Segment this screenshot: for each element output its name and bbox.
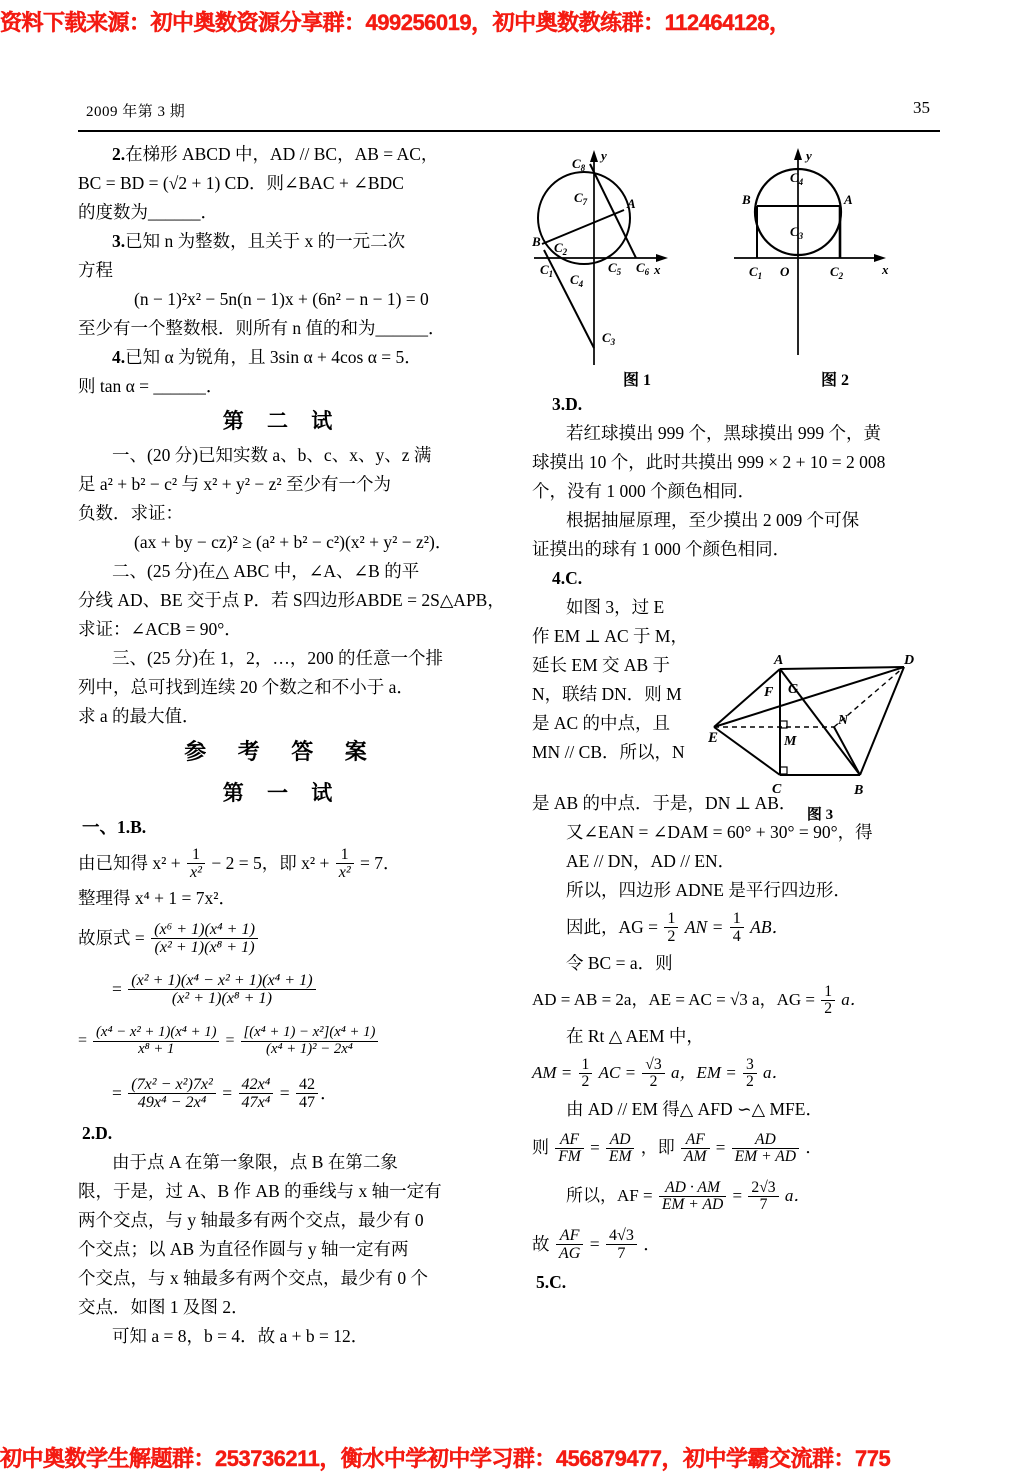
answer-1-line-4: = $\frac{\text{(x² + 1)(x⁴ − x² + 1)(x⁴ + 1)}}{\text{(x² + 1)(x⁸ + 1)}}$ bbox=[78, 963, 486, 1015]
ag-mid: AN = bbox=[684, 917, 724, 937]
section-2-line-2: 分线 AD、BE 交于点 P．若 S四边形ABDE = 2S△APB， bbox=[78, 590, 505, 610]
fraction-6: $\frac{\text{[(x⁴ + 1) − x²](x⁴ + 1)}}{\text{(x⁴ + 1)² − 2x⁴}}$ bbox=[241, 1025, 379, 1057]
fraction-9: $\frac{42}{47}$ bbox=[296, 1076, 318, 1111]
answer-4-rt-line: 在 Rt △ AEM 中， bbox=[566, 1026, 704, 1046]
figure-3 bbox=[708, 649, 932, 824]
figure-3-label-g: G bbox=[788, 682, 799, 697]
section-3-line-1 bbox=[78, 644, 486, 673]
section-3-text-1: 在 1，2，…，200 的任意一个排 bbox=[198, 648, 444, 668]
af-post: a． bbox=[784, 1186, 811, 1205]
figure-1-axis-x: x bbox=[654, 262, 661, 277]
answer-4-wrap-line-2: 作 EM ⊥ AC 于 M， bbox=[532, 626, 688, 646]
ad-pre: AD = AB = 2a，AE = AC = √3 a，AG = bbox=[532, 990, 815, 1009]
figure-1 bbox=[532, 140, 742, 390]
figure-1-label-b: B bbox=[532, 234, 541, 249]
figure-1-caption: 图 1 bbox=[622, 372, 651, 389]
answer-1-label: 一、1.B. bbox=[82, 817, 147, 837]
figure-1-label-c2: $C_2$ bbox=[554, 240, 568, 257]
figure-2-svg bbox=[730, 140, 940, 365]
figure-1-label-c7: $C_7$ bbox=[574, 190, 588, 207]
answer-2-line-4: 个交点；以 AB 为直径作圆与 y 轴一定有两 bbox=[78, 1239, 409, 1259]
fraction-ad: $\frac{1}{2}$ bbox=[821, 984, 835, 1018]
answer-2-line-7: 可知 a = 8，b = 4．故 a + b = 12． bbox=[112, 1326, 369, 1346]
heading-test-one: 第 一 试 bbox=[222, 781, 342, 805]
fraction-r4: $\frac{AD}{EM + AD}$ bbox=[732, 1132, 799, 1166]
section-1-label: 一、(20 分) bbox=[112, 445, 199, 465]
figure-1-label-c8: $C_8$ bbox=[572, 156, 586, 173]
figure-3-label-a: A bbox=[774, 653, 784, 668]
figure-2-label-c2: $C_2$ bbox=[830, 264, 844, 281]
answer-4-ratio-line: 则 $\frac{AF}{FM}$ = $\frac{AD}{EM}$ ，即 $\frac{AF}{AM}$ = $\frac{AD}{EM + AD}$ ． bbox=[532, 1130, 823, 1166]
answer-4-label: 4.C. bbox=[552, 568, 583, 588]
answer-4-line-3: AE // DN，AD // EN． bbox=[566, 851, 736, 871]
fraction-af-1: $\frac{AD \cdot AM}{EM + AD}$ bbox=[659, 1180, 726, 1214]
answer-1-text-mid: − 2 = 5，即 x² + bbox=[211, 853, 330, 873]
figure-1-label-c1: $C_1$ bbox=[540, 262, 554, 279]
fraction-1: $\frac{1}{\text{x²}}$ bbox=[187, 846, 205, 881]
fraction-ag-2: $\frac{1}{4}$ bbox=[730, 910, 744, 945]
fraction-ag-1: $\frac{1}{2}$ bbox=[664, 910, 678, 945]
fraction-4: $\frac{\text{(x² + 1)(x⁴ − x² + 1)(x⁴ + 1)}}{\text{(x² + 1)(x⁸ + 1)}}$ bbox=[128, 972, 315, 1007]
problem-3-line-2: 方程 bbox=[78, 260, 113, 280]
figure-3-label-e: E bbox=[708, 730, 719, 746]
problem-2-line-2: BC = BD = (√2 + 1) CD．则∠BAC + ∠BDC bbox=[78, 173, 404, 193]
answer-4-am-line bbox=[532, 1051, 940, 1095]
figure-3-caption: 图 3 bbox=[806, 807, 834, 823]
problem-4-line-2: 则 tan α = ______． bbox=[78, 376, 224, 396]
ratio-pre: 则 bbox=[532, 1138, 549, 1157]
answer-3-line-3: 个，没有 1 000 个颜色相同． bbox=[532, 481, 756, 501]
answer-4-wrap-line-3: 延长 EM 交 AB 于 bbox=[532, 655, 671, 675]
figure-3-label-b: B bbox=[854, 783, 864, 798]
figure-1-axis-y: y bbox=[601, 148, 607, 163]
promo-banner-top: 资料下载来源：初中奥数资源分享群：499256019，初中奥数教练群：112464128， bbox=[0, 10, 791, 35]
answer-4-wrapped-text bbox=[532, 593, 708, 767]
figure-3-label-d: D bbox=[904, 653, 915, 668]
answer-2-line-6: 交点．如图 1 及图 2． bbox=[78, 1297, 249, 1317]
answer-1-formula-intro: 故原式 = bbox=[78, 928, 145, 948]
answer-3-line-4: 根据抽屉原理，至少摸出 2 009 个可保 bbox=[566, 510, 860, 530]
answer-4-wrap-line-4: N，联结 DN．则 M bbox=[532, 684, 682, 704]
fraction-5: $\frac{\text{(x⁴ − x² + 1)(x⁴ + 1)}}{\text{x⁸ + 1}}$ bbox=[93, 1025, 219, 1057]
answer-1-line-6: = $\frac{\text{(7x² − x²)7x²}}{\text{49x⁴ − 2x⁴}}$ = $\frac{\text{42x⁴}}{\text{47x⁴}}$ = $\frac{42}{47}$ ． bbox=[112, 1076, 338, 1112]
answer-4-ag-line bbox=[532, 905, 940, 949]
figure-2-label-b: B bbox=[742, 192, 751, 207]
section-1-text-1: 已知实数 a、b、c、x、y、z 满 bbox=[198, 445, 432, 465]
ratio-mid: ，即 bbox=[640, 1138, 675, 1157]
answer-4-sim-line: 由 AD // EM 得△ AFD ∽△ MFE． bbox=[566, 1099, 823, 1119]
fraction-7: $\frac{\text{(7x² − x²)7x²}}{\text{49x⁴ − 2x⁴}}$ bbox=[128, 1076, 216, 1111]
section-2-line-1 bbox=[78, 557, 486, 586]
answer-3-line-1: 若红球摸出 999 个，黑球摸出 999 个，黄 bbox=[566, 423, 881, 443]
figure-3-svg bbox=[708, 649, 932, 801]
page-content bbox=[78, 100, 940, 1420]
figure-2-label-c3: $C_3$ bbox=[790, 224, 804, 241]
answer-4-line-2: 又∠EAN = ∠DAM = 60° + 30° = 90°，得 bbox=[566, 822, 873, 842]
figure-1-label-c3: $C_3$ bbox=[602, 330, 616, 347]
answer-1-line-3 bbox=[78, 913, 486, 963]
problem-2-line-1 bbox=[78, 140, 486, 169]
answer-1-line-2: 整理得 x⁴ + 1 = 7x²． bbox=[78, 888, 236, 908]
figure-2-label-c1: $C_1$ bbox=[749, 264, 763, 281]
heading-test-two: 第 二 试 bbox=[222, 409, 342, 433]
problem-4-label: 4. bbox=[112, 347, 126, 367]
answer-4-wrap-line-1: 如图 3，过 E bbox=[566, 597, 665, 617]
fraction-2: $\frac{1}{\text{x²}}$ bbox=[336, 846, 354, 881]
page-number: 35 bbox=[913, 98, 930, 117]
am-post: a． bbox=[763, 1063, 789, 1082]
final-post: ． bbox=[643, 1234, 661, 1254]
figure-2-label-o: O bbox=[780, 264, 790, 279]
ad-post: a． bbox=[841, 990, 867, 1009]
am-pre: AM = bbox=[532, 1063, 573, 1082]
answer-3-line-2: 球摸出 10 个，此时共摸出 999 × 2 + 10 = 2 008 bbox=[532, 452, 886, 472]
fraction-am-2: $\frac{√3}{2}$ bbox=[642, 1057, 664, 1091]
answer-3-line-5: 证摸出的球有 1 000 个颜色相同． bbox=[532, 539, 791, 559]
issue-label: 2009 年第 3 期 bbox=[86, 104, 186, 120]
problem-3-label: 3. bbox=[112, 231, 126, 251]
answer-4-af-line: 所以，AF = $\frac{AD \cdot AM}{EM + AD}$ = $\frac{2√3}{7}$ a． bbox=[566, 1178, 811, 1214]
problem-4-text-1: 已知 α 为锐角，且 3sin α + 4cos α = 5． bbox=[125, 347, 422, 367]
answer-3-label: 3.D. bbox=[552, 394, 583, 414]
answer-1-text-post: = 7． bbox=[360, 853, 401, 873]
answer-5-label: 5.C. bbox=[536, 1272, 567, 1292]
figure-3-label-f: F bbox=[764, 685, 774, 700]
figure-3-label-m: M bbox=[784, 734, 797, 749]
figure-2 bbox=[730, 140, 940, 390]
problem-2-text-1: 在梯形 ABCD 中，AD // BC，AB = AC， bbox=[125, 144, 439, 164]
figure-1-label-c6: $C_6$ bbox=[636, 260, 650, 277]
answer-2-label: 2.D. bbox=[82, 1123, 113, 1143]
answer-2-line-3: 两个交点，与 y 轴最多有两个交点，最少有 0 bbox=[78, 1210, 424, 1230]
answer-2-line-2: 限，于是，过 A、B 作 AB 的垂线与 x 轴一定有 bbox=[78, 1181, 442, 1201]
fraction-r3: $\frac{AF}{AM}$ bbox=[681, 1132, 710, 1166]
section-1-formula: (ax + by − cz)² ≥ (a² + b² − c²)(x² + y² − z²)． bbox=[134, 532, 453, 552]
figure-2-label-c4: $C_4$ bbox=[790, 170, 804, 187]
figures-row bbox=[532, 140, 940, 390]
problem-3-line-1 bbox=[78, 227, 486, 256]
answer-4-final-line: 故 $\frac{AF}{AG}$ = $\frac{4√3}{7}$ ． bbox=[532, 1227, 661, 1263]
section-1-line-3: 负数．求证： bbox=[78, 503, 183, 523]
fraction-am-1: $\frac{1}{2}$ bbox=[579, 1057, 593, 1091]
answer-4-bc-line: 令 BC = a．则 bbox=[566, 953, 673, 973]
problem-3-equation: (n − 1)²x² − 5n(n − 1)x + (6n² − n − 1) = 0 bbox=[134, 289, 429, 309]
fraction-r2: $\frac{AD}{EM}$ bbox=[606, 1132, 635, 1166]
figure-1-svg bbox=[532, 140, 742, 365]
answer-1-text-pre: 由已知得 x² + bbox=[78, 853, 181, 873]
section-3-label: 三、(25 分) bbox=[112, 648, 199, 668]
am-mid-2: a，EM = bbox=[670, 1063, 737, 1082]
fraction-final-2: $\frac{4√3}{7}$ bbox=[606, 1227, 637, 1262]
answer-2-line-1: 由于点 A 在第一象限，点 B 在第二象 bbox=[112, 1152, 398, 1172]
answer-4-line-1: 是 AB 的中点．于是，DN ⊥ AB． bbox=[532, 793, 797, 813]
promo-banner-bottom: 初中奥数学生解题群：253736211，衡水中学初中学习群：456879477，初中学霸交流群：775 bbox=[0, 1446, 891, 1471]
problem-2-label: 2. bbox=[112, 144, 126, 164]
figure-1-label-a: A bbox=[627, 196, 636, 211]
figure-3-label-n: N bbox=[838, 713, 849, 728]
answer-2-line-5: 个交点，与 x 轴最多有两个交点，最少有 0 个 bbox=[78, 1268, 428, 1288]
fraction-r1: $\frac{AF}{FM}$ bbox=[555, 1132, 584, 1166]
section-1-line-1 bbox=[78, 441, 486, 470]
problem-2-line-3: 的度数为______． bbox=[78, 202, 218, 222]
ag-post: AB． bbox=[750, 917, 790, 937]
answer-4-line-4: 所以，四边形 ADNE 是平行四边形． bbox=[566, 880, 851, 900]
section-2-text-1: 在△ ABC 中，∠A、∠B 的平 bbox=[198, 561, 420, 581]
ratio-post: ． bbox=[805, 1138, 823, 1157]
final-pre: 故 bbox=[532, 1234, 550, 1254]
heading-reference-answers: 参 考 答 案 bbox=[184, 739, 380, 764]
section-3-line-3: 求 a 的最大值． bbox=[78, 706, 200, 726]
section-3-line-2: 列中，总可找到连续 20 个数之和不小于 a． bbox=[78, 677, 414, 697]
fraction-af-2: $\frac{2√3}{7}$ bbox=[748, 1180, 778, 1214]
answer-4-wrap-line-5: 是 AC 的中点，且 bbox=[532, 713, 671, 733]
figure-2-label-a: A bbox=[844, 192, 853, 207]
ag-pre: 因此，AG = bbox=[566, 917, 659, 937]
section-1-line-2: 足 a² + b² − c² 与 x² + y² − z² 至少有一个为 bbox=[78, 474, 392, 494]
figure-1-label-c5: $C_5$ bbox=[608, 260, 622, 277]
problem-3-line-3: 至少有一个整数根．则所有 n 值的和为______． bbox=[78, 318, 446, 338]
answer-1-line-1 bbox=[78, 842, 486, 884]
figure-2-axis-x: x bbox=[882, 262, 889, 277]
fraction-am-3: $\frac{3}{2}$ bbox=[743, 1057, 757, 1091]
fraction-final-1: $\frac{AF}{AG}$ bbox=[556, 1227, 583, 1262]
figure-3-label-c: C bbox=[772, 782, 782, 797]
page-header bbox=[78, 100, 940, 134]
figure-2-caption: 图 2 bbox=[820, 372, 849, 389]
right-column bbox=[532, 140, 940, 1297]
problem-3-text-1: 已知 n 为整数，且关于 x 的一元二次 bbox=[125, 231, 406, 251]
left-column bbox=[78, 140, 505, 1351]
af-pre: 所以，AF = bbox=[566, 1186, 653, 1205]
section-2-label: 二、(25 分) bbox=[112, 561, 199, 581]
header-rule bbox=[78, 130, 940, 132]
fraction-3: $\frac{\text{(x⁶ + 1)(x⁴ + 1)}}{\text{(x² + 1)(x⁸ + 1)}}$ bbox=[151, 921, 258, 956]
fraction-8: $\frac{\text{42x⁴}}{\text{47x⁴}}$ bbox=[239, 1076, 274, 1111]
am-mid: AC = bbox=[598, 1063, 637, 1082]
answer-4-wrap-line-6: MN // CB．所以，N bbox=[532, 742, 685, 762]
problem-4-line-1 bbox=[78, 343, 486, 372]
answer-4-ad-line bbox=[532, 978, 940, 1022]
figure-2-axis-y: y bbox=[806, 148, 812, 163]
figure-1-label-c4: $C_4$ bbox=[570, 272, 584, 289]
section-2-line-3: 求证：∠ACB = 90°． bbox=[78, 619, 242, 639]
answer-1-line-5: = $\frac{\text{(x⁴ − x² + 1)(x⁴ + 1)}}{\text{x⁸ + 1}}$ = $\frac{\text{[(x⁴ + 1) − x²](x⁴ + 1)}}{\text{(x⁴ + 1)² − 2x⁴}}$ bbox=[78, 1015, 486, 1067]
